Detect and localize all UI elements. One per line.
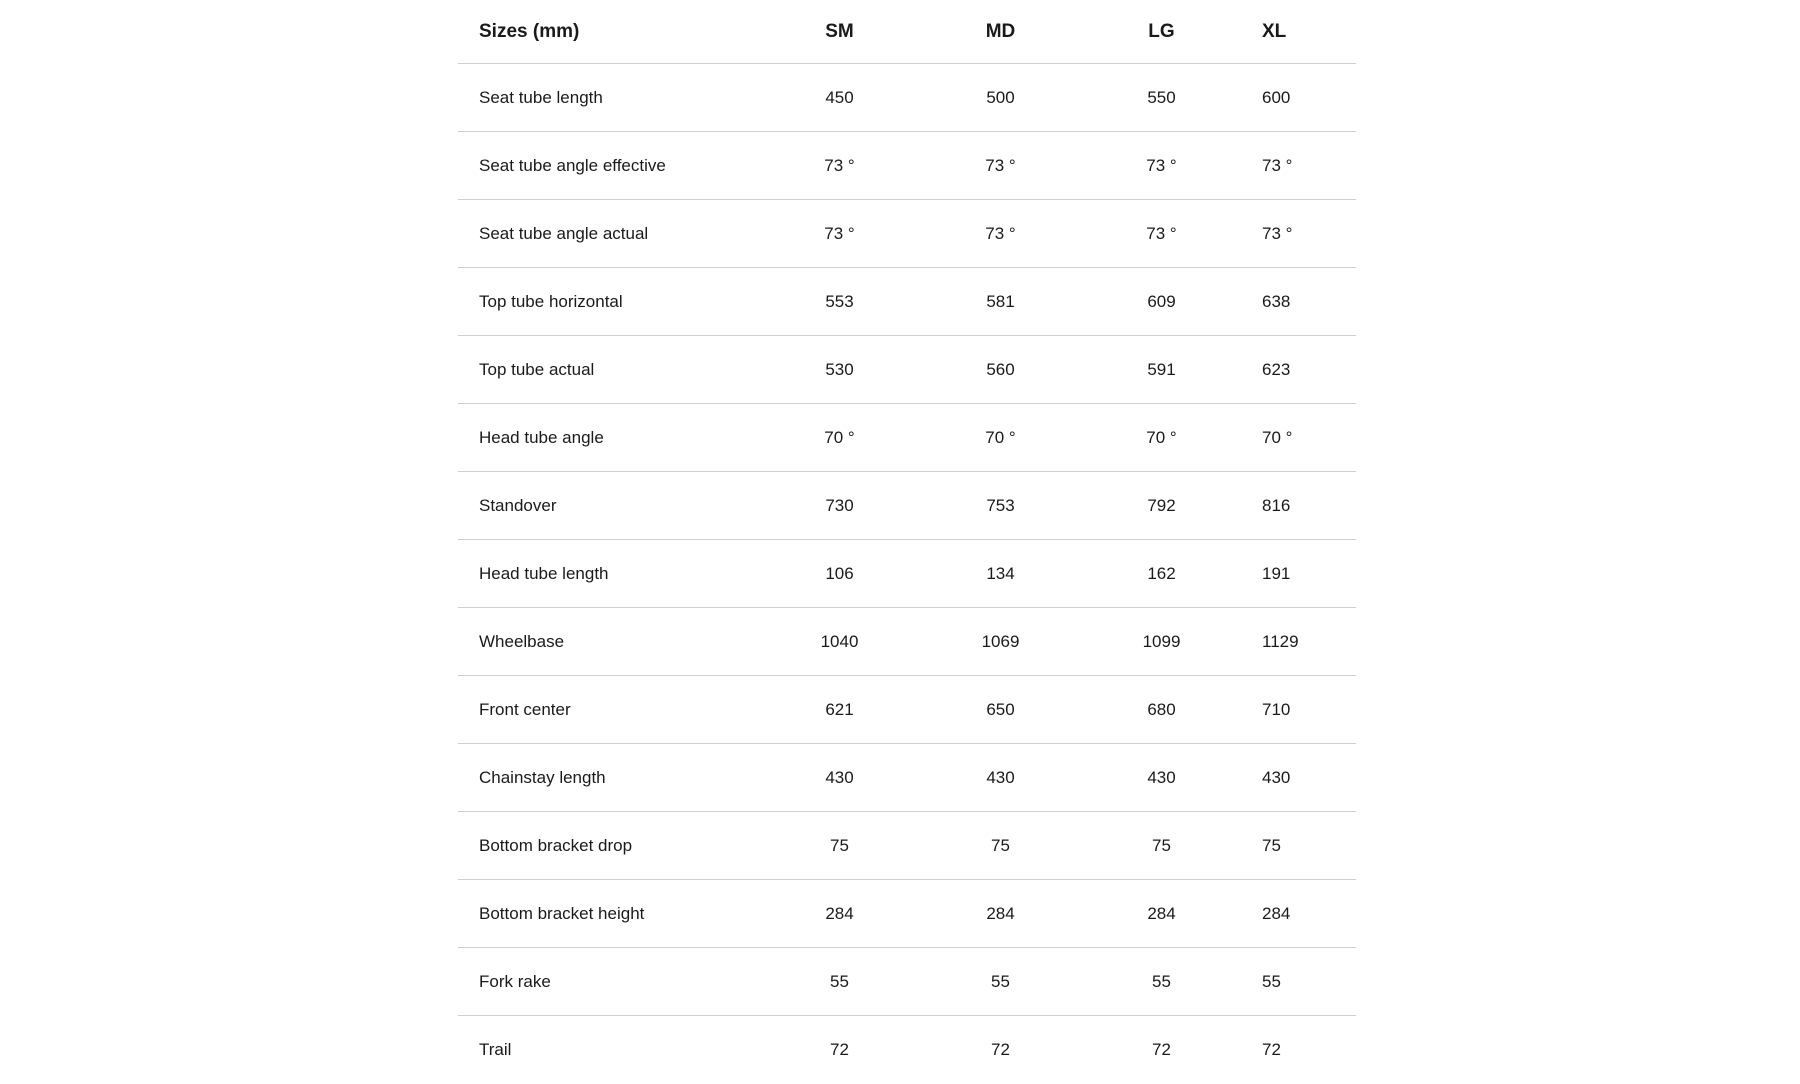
cell-value-sm: 530: [825, 359, 854, 379]
row-label: Front center: [479, 699, 571, 719]
table-row: [458, 1016, 1356, 1084]
cell-value-md: 73 °: [985, 223, 1016, 243]
cell-value-sm: 1040: [820, 631, 859, 651]
cell-value-sm: 72: [830, 1040, 849, 1059]
cell-value-sm: 450: [825, 87, 854, 107]
cell-value-xl: 75: [1262, 835, 1281, 855]
row-label: Wheelbase: [479, 631, 565, 651]
cell-value-xl: 816: [1262, 495, 1291, 515]
cell-value-md: 581: [986, 291, 1015, 311]
cell-value-xl: 284: [1262, 903, 1291, 923]
table-row: [458, 200, 1356, 268]
table-row: [458, 948, 1356, 1016]
header-label: Sizes (mm): [479, 20, 580, 42]
row-label: Top tube horizontal: [479, 291, 623, 311]
row-label: Standover: [479, 495, 557, 515]
table-header-row: [458, 0, 1356, 64]
cell-value-sm: 70 °: [824, 427, 855, 447]
row-label: Bottom bracket drop: [479, 835, 633, 855]
cell-value-lg: 72: [1152, 1040, 1171, 1059]
cell-value-sm: 73 °: [824, 155, 855, 175]
row-label: Bottom bracket height: [479, 903, 645, 923]
cell-value-md: 430: [986, 767, 1015, 787]
table-row: [458, 812, 1356, 880]
cell-value-sm: 73 °: [824, 223, 855, 243]
cell-value-xl: 638: [1262, 291, 1291, 311]
header-size-md: MD: [985, 20, 1016, 42]
table-row: [458, 472, 1356, 540]
cell-value-lg: 680: [1147, 699, 1176, 719]
cell-value-lg: 792: [1147, 495, 1176, 515]
cell-value-md: 560: [986, 359, 1015, 379]
cell-value-lg: 70 °: [1146, 427, 1177, 447]
cell-value-xl: 73 °: [1262, 223, 1293, 243]
cell-value-sm: 621: [825, 699, 854, 719]
cell-value-md: 500: [986, 87, 1015, 107]
cell-value-xl: 430: [1262, 767, 1291, 787]
header-size-lg: LG: [1148, 20, 1175, 42]
cell-value-xl: 73 °: [1262, 155, 1293, 175]
cell-value-sm: 75: [830, 835, 849, 855]
cell-value-md: 753: [986, 495, 1015, 515]
row-label: Head tube angle: [479, 427, 604, 447]
cell-value-sm: 730: [825, 495, 854, 515]
header-size-xl: XL: [1262, 20, 1287, 42]
cell-value-md: 73 °: [985, 155, 1016, 175]
cell-value-md: 72: [991, 1040, 1010, 1059]
cell-value-xl: 72: [1262, 1040, 1281, 1059]
cell-value-lg: 430: [1147, 767, 1176, 787]
table-row: [458, 268, 1356, 336]
row-label: Seat tube length: [479, 87, 603, 107]
cell-value-md: 75: [991, 835, 1010, 855]
cell-value-xl: 623: [1262, 359, 1291, 379]
cell-value-md: 284: [986, 903, 1015, 923]
cell-value-md: 55: [991, 971, 1010, 991]
cell-value-lg: 75: [1152, 835, 1171, 855]
cell-value-lg: 162: [1147, 563, 1176, 583]
table-row: [458, 336, 1356, 404]
cell-value-lg: 284: [1147, 903, 1176, 923]
cell-value-md: 1069: [981, 631, 1020, 651]
geometry-table: [458, 0, 1356, 1084]
header-size-sm: SM: [825, 20, 854, 42]
row-label: Trail: [479, 1040, 512, 1059]
cell-value-sm: 553: [825, 291, 854, 311]
cell-value-sm: 55: [830, 971, 849, 991]
row-label: Seat tube angle actual: [479, 223, 649, 243]
cell-value-lg: 73 °: [1146, 155, 1177, 175]
cell-value-lg: 55: [1152, 971, 1171, 991]
table-row: [458, 608, 1356, 676]
row-label: Head tube length: [479, 563, 609, 583]
cell-value-sm: 430: [825, 767, 854, 787]
row-label: Top tube actual: [479, 359, 595, 379]
cell-value-sm: 284: [825, 903, 854, 923]
table-row: [458, 64, 1356, 132]
row-label: Chainstay length: [479, 767, 606, 787]
cell-value-lg: 591: [1147, 359, 1176, 379]
table-row: [458, 540, 1356, 608]
table-row: [458, 404, 1356, 472]
cell-value-xl: 55: [1262, 971, 1281, 991]
table-body: [458, 64, 1356, 1084]
row-label: Seat tube angle effective: [479, 155, 666, 175]
cell-value-lg: 609: [1147, 291, 1176, 311]
cell-value-xl: 600: [1262, 87, 1291, 107]
row-label: Fork rake: [479, 971, 551, 991]
cell-value-lg: 73 °: [1146, 223, 1177, 243]
table-row: [458, 676, 1356, 744]
cell-value-sm: 106: [825, 563, 854, 583]
cell-value-xl: 70 °: [1262, 427, 1293, 447]
cell-value-md: 650: [986, 699, 1015, 719]
table-row: [458, 880, 1356, 948]
cell-value-md: 134: [986, 563, 1015, 583]
cell-value-lg: 1099: [1142, 631, 1181, 651]
cell-value-md: 70 °: [985, 427, 1016, 447]
cell-value-xl: 191: [1262, 563, 1291, 583]
cell-value-xl: 710: [1262, 699, 1291, 719]
cell-value-xl: 1129: [1262, 631, 1299, 651]
table-row: [458, 744, 1356, 812]
table-row: [458, 132, 1356, 200]
cell-value-lg: 550: [1147, 87, 1176, 107]
